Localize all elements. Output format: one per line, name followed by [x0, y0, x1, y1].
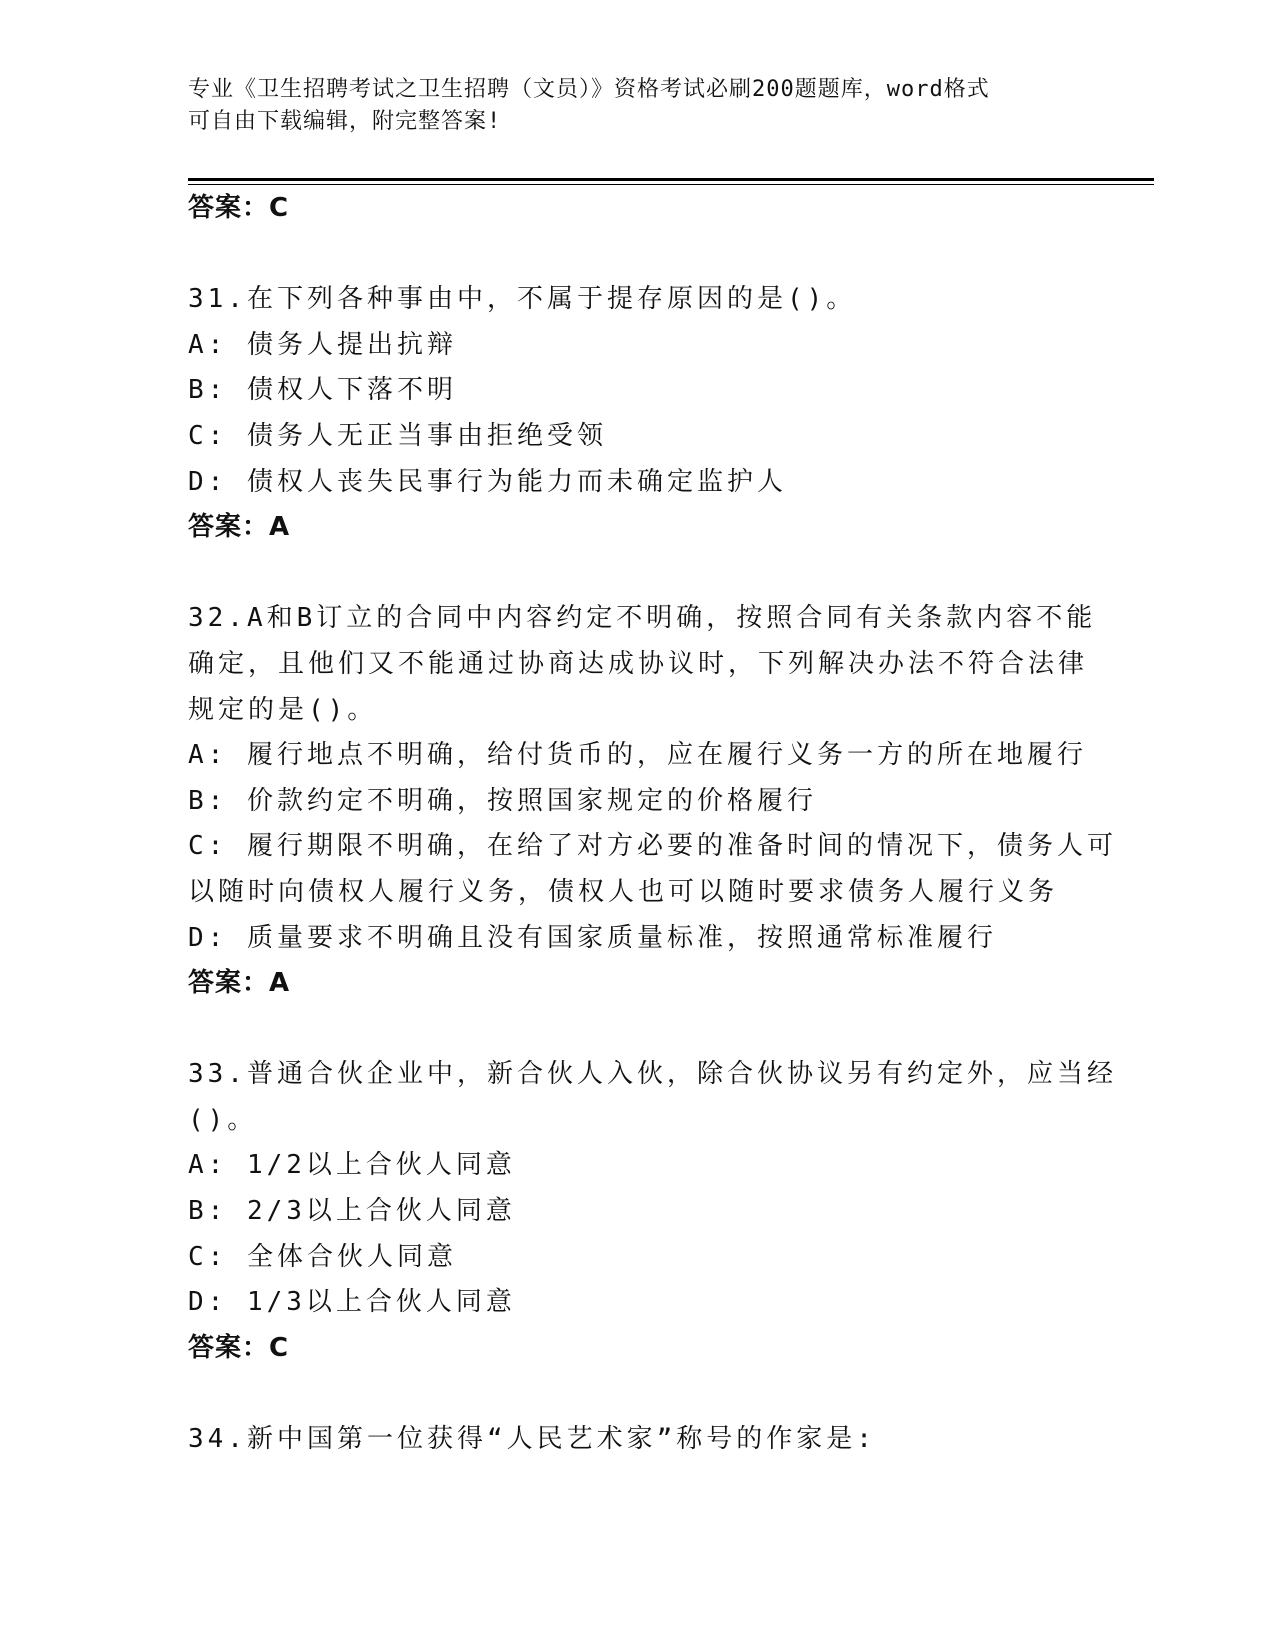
question-stem: ()。: [188, 1104, 258, 1135]
spacer: [188, 232, 1088, 278]
option-c: C: 全体合伙人同意: [188, 1241, 457, 1272]
answer: 答案：A: [188, 968, 291, 999]
option-a: A: 债务人提出抗辩: [188, 329, 457, 360]
question-stem: 33.普通合伙企业中，新合伙人入伙，除合伙协议另有约定外，应当经: [188, 1059, 1117, 1090]
question-stem: 规定的是()。: [188, 694, 378, 725]
header-rule-thin: [188, 184, 1154, 185]
option-d: D: 1/3以上合伙人同意: [188, 1287, 516, 1318]
header-line-1: 专业《卫生招聘考试之卫生招聘（文员）》资格考试必刷200题题库，word格式: [188, 77, 990, 102]
spacer: [188, 1007, 1088, 1053]
spacer: [188, 551, 1088, 597]
document-header: [188, 74, 1068, 138]
spacer: [188, 1371, 1088, 1417]
document-body: [188, 186, 1117, 1463]
question-stem: 34.新中国第一位获得“人民艺术家”称号的作家是:: [188, 1424, 876, 1455]
option-c-continued: 以随时向债权人履行义务，债权人也可以随时要求债务人履行义务: [188, 876, 1059, 907]
option-b: B: 2/3以上合伙人同意: [188, 1196, 516, 1227]
question-stem: 确定，且他们又不能通过协商达成协议时，下列解决办法不符合法律: [188, 648, 1089, 679]
option-c: C: 债务人无正当事由拒绝受领: [188, 420, 607, 451]
option-b: B: 债权人下落不明: [188, 375, 457, 406]
option-d: D: 质量要求不明确且没有国家质量标准，按照通常标准履行: [188, 922, 997, 953]
question-33: [188, 1052, 1117, 1371]
option-b: B: 价款约定不明确，按照国家规定的价格履行: [188, 785, 817, 816]
option-a: A: 1/2以上合伙人同意: [188, 1150, 516, 1181]
question-34: [188, 1417, 1088, 1463]
header-line-2: 可自由下载编辑，附完整答案!: [188, 109, 502, 134]
question-stem: 32.A和B订立的合同中内容约定不明确，按照合同有关条款内容不能: [188, 603, 1097, 634]
option-a: A: 履行地点不明确，给付货币的，应在履行义务一方的所在地履行: [188, 740, 1087, 771]
header-rule-thick: [188, 178, 1154, 181]
question-stem: 31.在下列各种事由中，不属于提存原因的是()。: [188, 284, 857, 315]
option-c: C: 履行期限不明确，在给了对方必要的准备时间的情况下，债务人可: [188, 831, 1117, 862]
option-d: D: 债权人丧失民事行为能力而未确定监护人: [188, 466, 787, 497]
question-31: [188, 277, 1088, 551]
answer: 答案：A: [188, 512, 291, 543]
answer: 答案：C: [188, 1332, 290, 1363]
previous-answer: 答案：C: [188, 193, 290, 223]
question-32: [188, 596, 1117, 1006]
